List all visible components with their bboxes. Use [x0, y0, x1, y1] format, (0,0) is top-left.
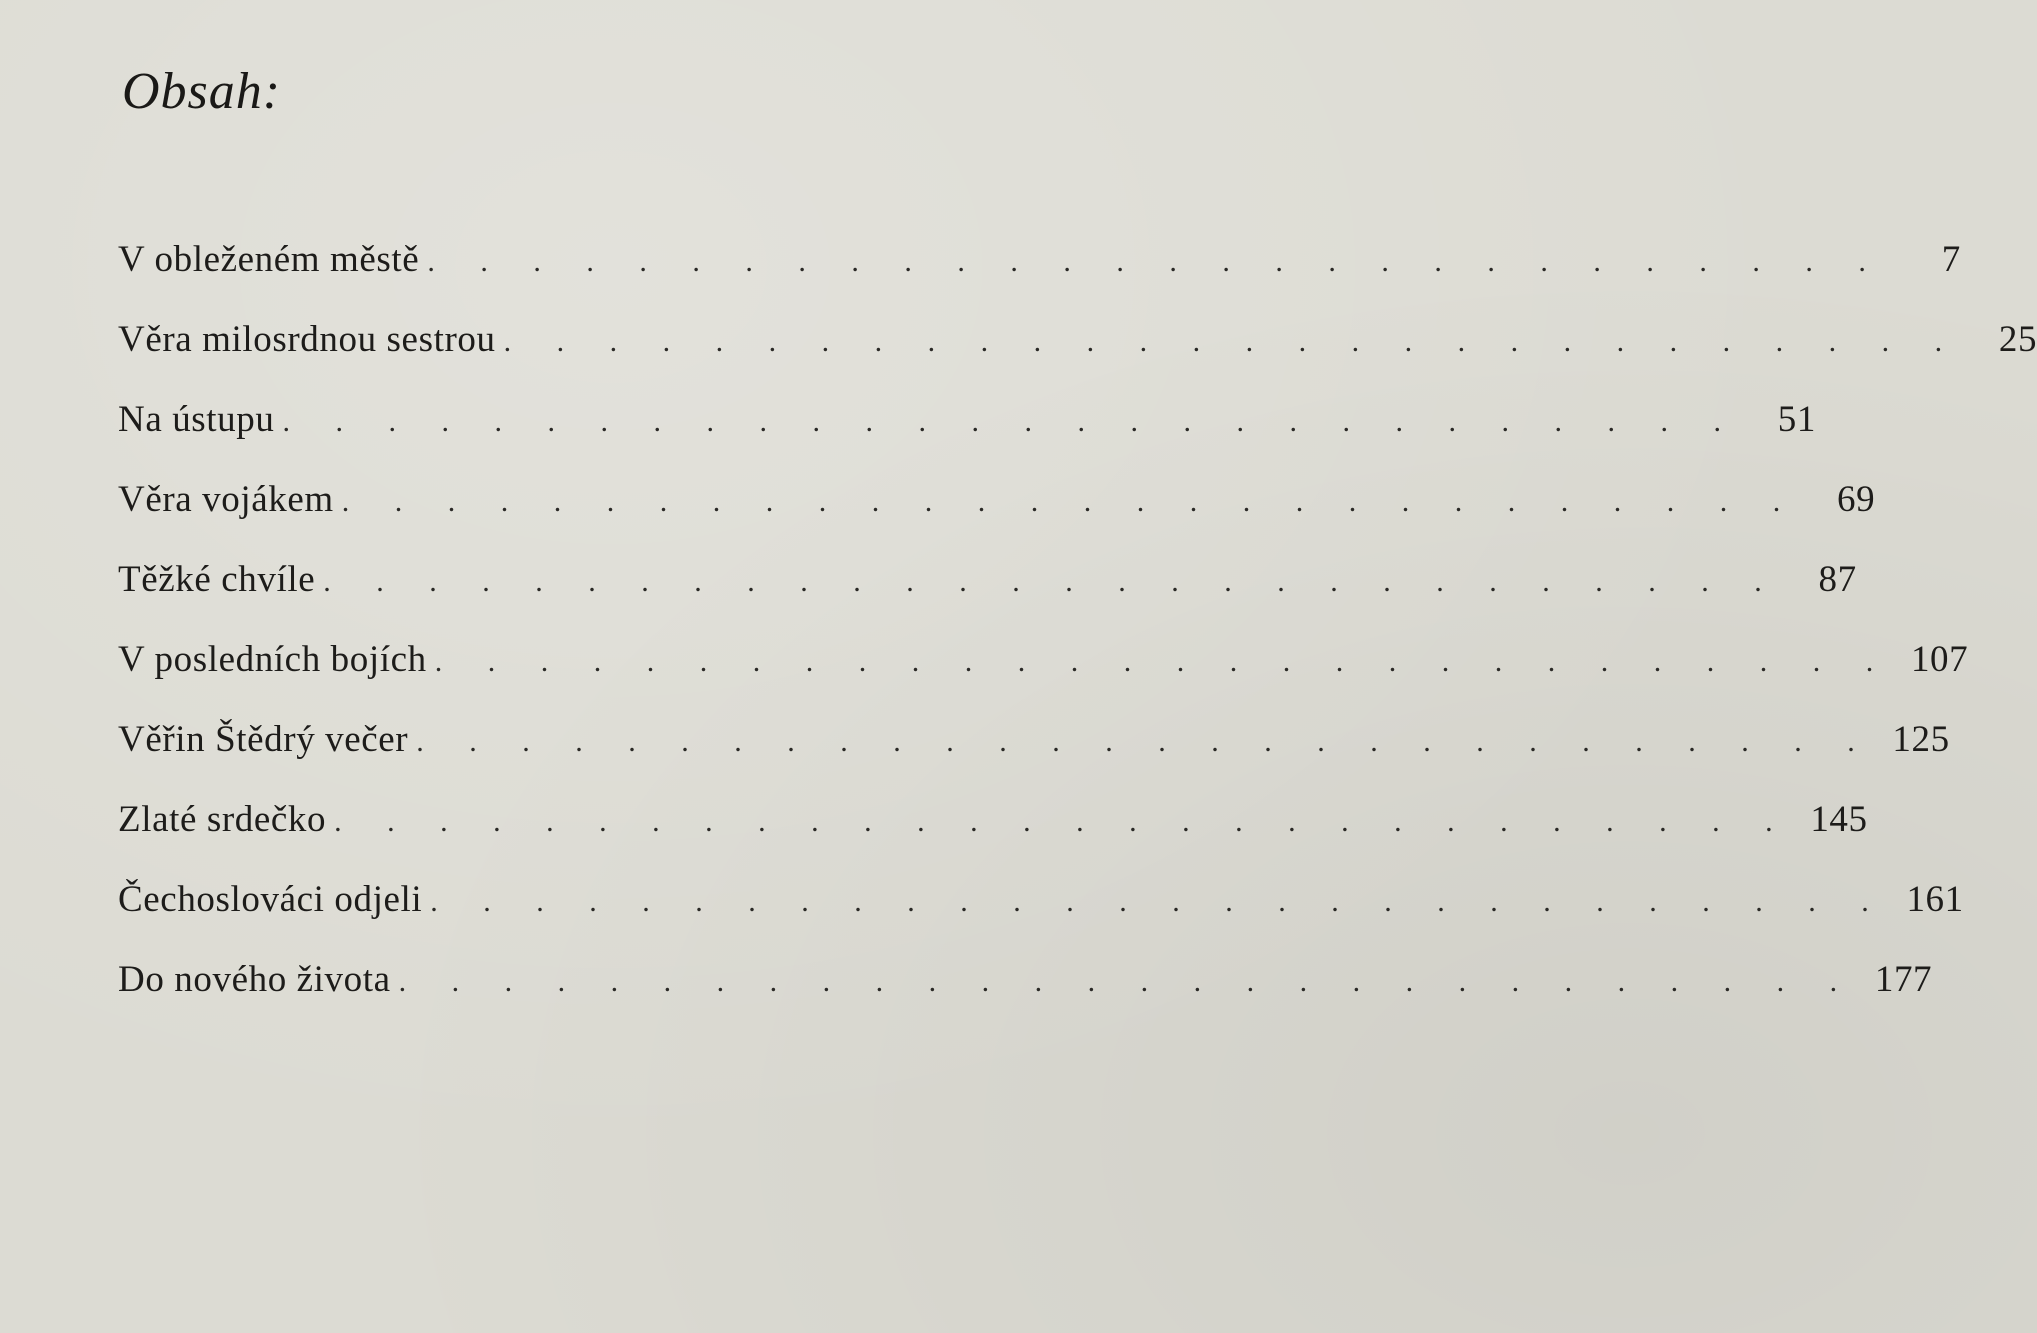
- toc-entry: [118, 638, 1969, 718]
- toc-entry-page: 87: [1818, 559, 1857, 600]
- dot-leader: . . . . . . . . . . . . . . . . . . . . . . . . . . . .: [427, 245, 1885, 278]
- dot-leader: . . . . . . . . . . . . . . . . . . . . . . . . . . . .: [503, 325, 1962, 358]
- dot-leader: . . . . . . . . . . . . . . . . . . . . . . . . . . . .: [434, 645, 1893, 678]
- table-of-contents: [118, 238, 2037, 1038]
- toc-entry: [118, 558, 1857, 638]
- toc-entry-title: Věra milosrdnou sestrou: [118, 319, 496, 360]
- dot-leader: . . . . . . . . . . . . . . . . . . . . . . . . . . . .: [323, 565, 1781, 598]
- contents-heading: Obsah:: [122, 63, 282, 120]
- toc-entry-page: 161: [1906, 879, 1964, 920]
- dot-leader: . . . . . . . . . . . . . . . . . . . . . . . . . . . .: [282, 405, 1740, 438]
- toc-entry-title: Zlaté srdečko: [118, 799, 327, 840]
- toc-entry: [118, 238, 1961, 318]
- dot-leader: . . . . . . . . . . . . . . . . . . . . . . . . . . . .: [416, 725, 1874, 758]
- toc-entry: [118, 718, 1950, 798]
- toc-entry-title: V obleženém městě: [118, 239, 420, 280]
- toc-entry: [118, 398, 1816, 478]
- toc-entry-page: 25: [1998, 319, 2037, 360]
- dot-leader: . . . . . . . . . . . . . . . . . . . . . . . . . . . .: [334, 805, 1792, 838]
- toc-entry-page: 51: [1777, 399, 1816, 440]
- toc-entry: [118, 878, 1964, 958]
- toc-entry: [118, 318, 2037, 398]
- toc-entry-page: 145: [1810, 799, 1868, 840]
- dot-leader: . . . . . . . . . . . . . . . . . . . . . . . . . . . .: [430, 885, 1888, 918]
- toc-entry-title: Čechoslováci odjeli: [118, 879, 423, 920]
- toc-entry: [118, 958, 1933, 1038]
- toc-entry: [118, 798, 1868, 878]
- toc-entry-page: 177: [1874, 959, 1933, 1000]
- toc-entry-title: Na ústupu: [118, 399, 275, 440]
- dot-leader: . . . . . . . . . . . . . . . . . . . . . . . . . . . .: [398, 965, 1857, 998]
- toc-entry-title: Věřin Štědrý večer: [118, 719, 409, 760]
- toc-entry-title: Věra vojákem: [118, 479, 334, 520]
- toc-entry-page: 107: [1910, 639, 1969, 680]
- toc-entry-title: V posledních bojích: [118, 639, 427, 680]
- toc-entry-title: Do nového života: [118, 959, 391, 1000]
- toc-entry-title: Těžké chvíle: [118, 559, 316, 600]
- toc-entry-page: 69: [1837, 479, 1876, 520]
- toc-entry: [118, 478, 1876, 558]
- toc-entry-page: 7: [1941, 239, 1961, 280]
- toc-entry-page: 125: [1892, 719, 1950, 760]
- dot-leader: . . . . . . . . . . . . . . . . . . . . . . . . . . . .: [341, 485, 1800, 518]
